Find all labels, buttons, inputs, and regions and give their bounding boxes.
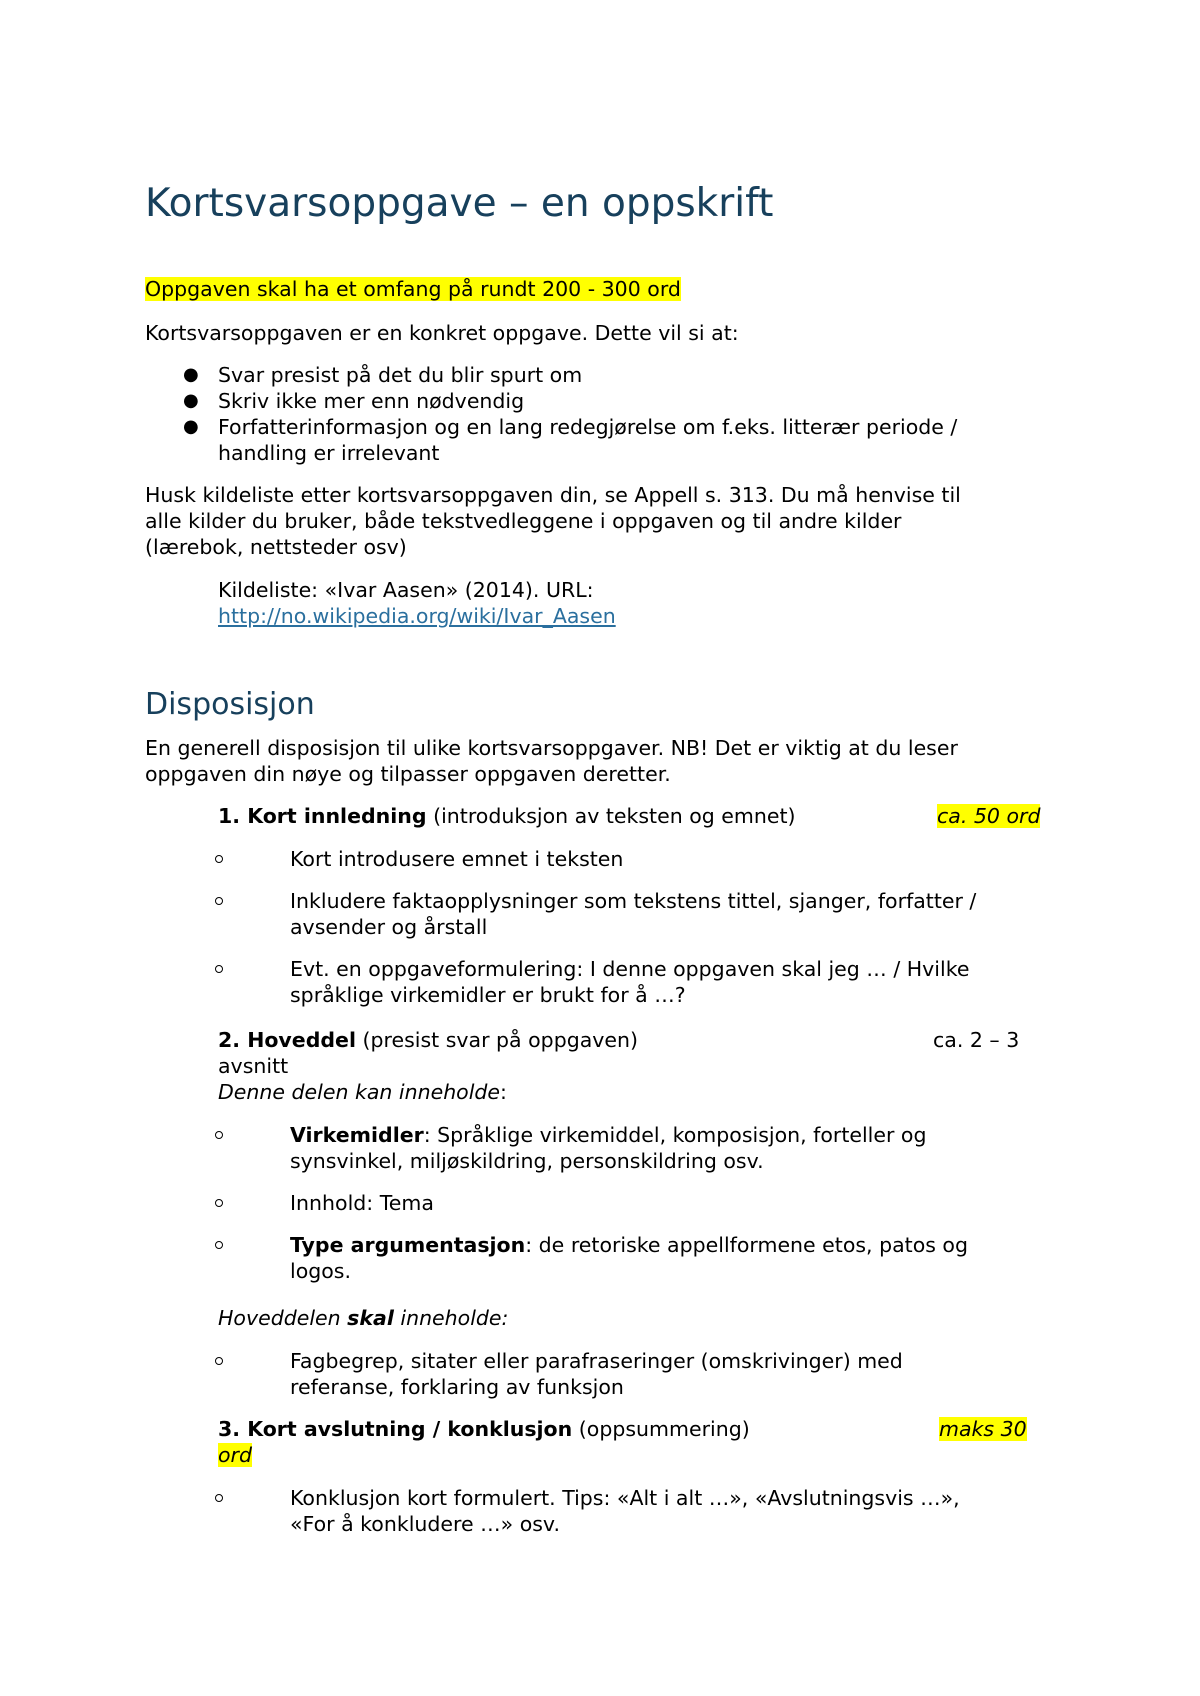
rules-list (145, 362, 1050, 466)
bullet-icon (215, 965, 223, 973)
bullet-icon (215, 1131, 223, 1139)
list-item: Konklusjon kort formulert. Tips: «Alt i alt …», «Avslutningsvis …», «For å konkludere …» osv. (145, 1485, 1050, 1553)
source-link[interactable]: http://no.wikipedia.org/wiki/Ivar_Aasen (218, 604, 616, 628)
page-title: Kortsvarsoppgave – en oppskrift (145, 181, 774, 226)
bullet-icon (215, 1199, 223, 1207)
list-item: Innhold: Tema (145, 1190, 1050, 1232)
section-2-heading: 2. Hoveddel (presist svar på oppgaven) (218, 1028, 639, 1052)
scope-note: Oppgaven skal ha et omfang på rundt 200 - 300 ord (145, 277, 681, 301)
section-2-may-contain: Denne delen kan inneholde: (218, 1080, 507, 1104)
intro-text: Kortsvarsoppgaven er en konkret oppgave. Dette vil si at: (145, 321, 739, 345)
list-item: Virkemidler: Språklige virkemiddel, komposisjon, forteller og synsvinkel, miljøskildring, personskildring osv. (145, 1122, 1050, 1190)
section-1-wordcount: ca. 50 ord (937, 804, 1041, 828)
section-1-heading: 1. Kort innledning (introduksjon av teksten og emnet) (218, 804, 796, 828)
section-2-wordcount: ca. 2 – 3 (933, 1028, 1020, 1052)
section-3-wordcount-cont: ord (218, 1443, 252, 1467)
bullet-icon: ● (183, 364, 199, 385)
list-item: ● Skriv ikke mer enn nødvendig (183, 389, 525, 413)
list-item: Type argumentasjon: de retoriske appellformene etos, patos og logos. (145, 1232, 1050, 1300)
list-item: Kort introdusere emnet i teksten (145, 846, 1050, 888)
bullet-icon (215, 1357, 223, 1365)
sources-note: Husk kildeliste etter kortsvarsoppgaven din, se Appell s. 313. Du må henvise til alle kilder du bruker, både tekstvedleggene i oppgaven og til andre kilder (lærebok, nettsteder osv) (145, 483, 961, 559)
disposition-intro: En generell disposisjon til ulike kortsvarsoppgaver. NB! Det er viktig at du leser oppgaven din nøye og tilpasser oppgaven deretter. (145, 736, 958, 786)
list-item: Inkludere faktaopplysninger som tekstens tittel, sjanger, forfatter / avsender og årstall (145, 888, 1050, 956)
bullet-icon (215, 1241, 223, 1249)
section-2-wordcount-cont: avsnitt (218, 1054, 289, 1078)
section-2-list (145, 1122, 1050, 1300)
section-2-must-contain: Hoveddelen skal inneholde: (218, 1306, 509, 1330)
section-1-list (145, 846, 1050, 1024)
bullet-icon: ● (183, 416, 199, 437)
section-3-heading: 3. Kort avslutning / konklusjon (oppsummering) (218, 1417, 750, 1441)
example-source: Kildeliste: «Ivar Aasen» (2014). URL: http://no.wikipedia.org/wiki/Ivar_Aasen (218, 578, 616, 628)
bullet-icon: ● (183, 390, 199, 411)
bullet-icon (215, 855, 223, 863)
section-heading-disposisjon: Disposisjon (145, 687, 315, 722)
list-item: Evt. en oppgaveformulering: I denne oppgaven skal jeg … / Hvilke språklige virkemidler er brukt for å …? (145, 956, 1050, 1024)
section-2-must-list (145, 1348, 1050, 1416)
bullet-icon (215, 1494, 223, 1502)
bullet-icon (215, 897, 223, 905)
list-item: Fagbegrep, sitater eller parafraseringer (omskrivinger) med referanse, forklaring av funksjon (145, 1348, 1050, 1416)
section-3-list (145, 1485, 1050, 1553)
section-3-wordcount: maks 30 (939, 1417, 1027, 1441)
list-item: ● Svar presist på det du blir spurt om (183, 363, 583, 387)
list-item: ● Forfatterinformasjon og en lang redegjørelse om f.eks. litterær periode / handling er irrelevant (183, 415, 958, 465)
